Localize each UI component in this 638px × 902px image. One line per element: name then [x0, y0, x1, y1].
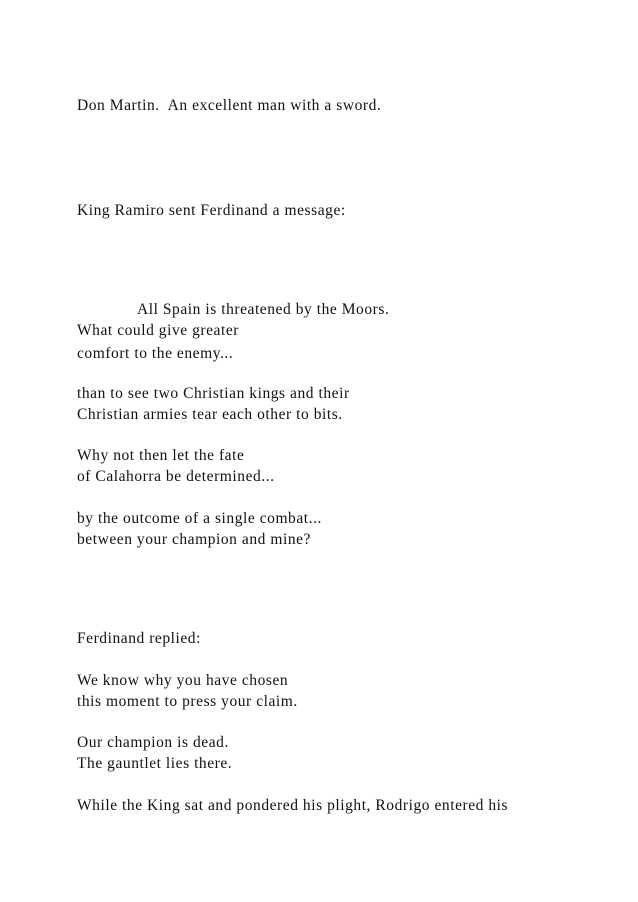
- text-line: this moment to press your claim.: [77, 693, 298, 710]
- text-line: All Spain is threatened by the Moors.: [137, 301, 390, 318]
- text-line: We know why you have chosen: [77, 672, 289, 689]
- text-line: by the outcome of a single combat...: [77, 510, 322, 527]
- text-line: Don Martin. An excellent man with a sword.: [77, 97, 382, 114]
- text-line: King Ramiro sent Ferdinand a message:: [77, 202, 346, 219]
- text-line: Christian armies tear each other to bits.: [77, 406, 343, 423]
- text-line: than to see two Christian kings and their: [77, 385, 350, 402]
- text-line: of Calahorra be determined...: [77, 468, 275, 485]
- text-line: While the King sat and pondered his plight, Rodrigo entered his: [77, 797, 509, 814]
- text-line: between your champion and mine?: [77, 531, 311, 548]
- text-line: comfort to the enemy...: [77, 345, 234, 362]
- text-line: What could give greater: [77, 322, 239, 339]
- text-line: Why not then let the fate: [77, 447, 245, 464]
- text-line: Ferdinand replied:: [77, 630, 201, 647]
- text-line: Our champion is dead.: [77, 734, 229, 751]
- text-line: The gauntlet lies there.: [77, 755, 233, 772]
